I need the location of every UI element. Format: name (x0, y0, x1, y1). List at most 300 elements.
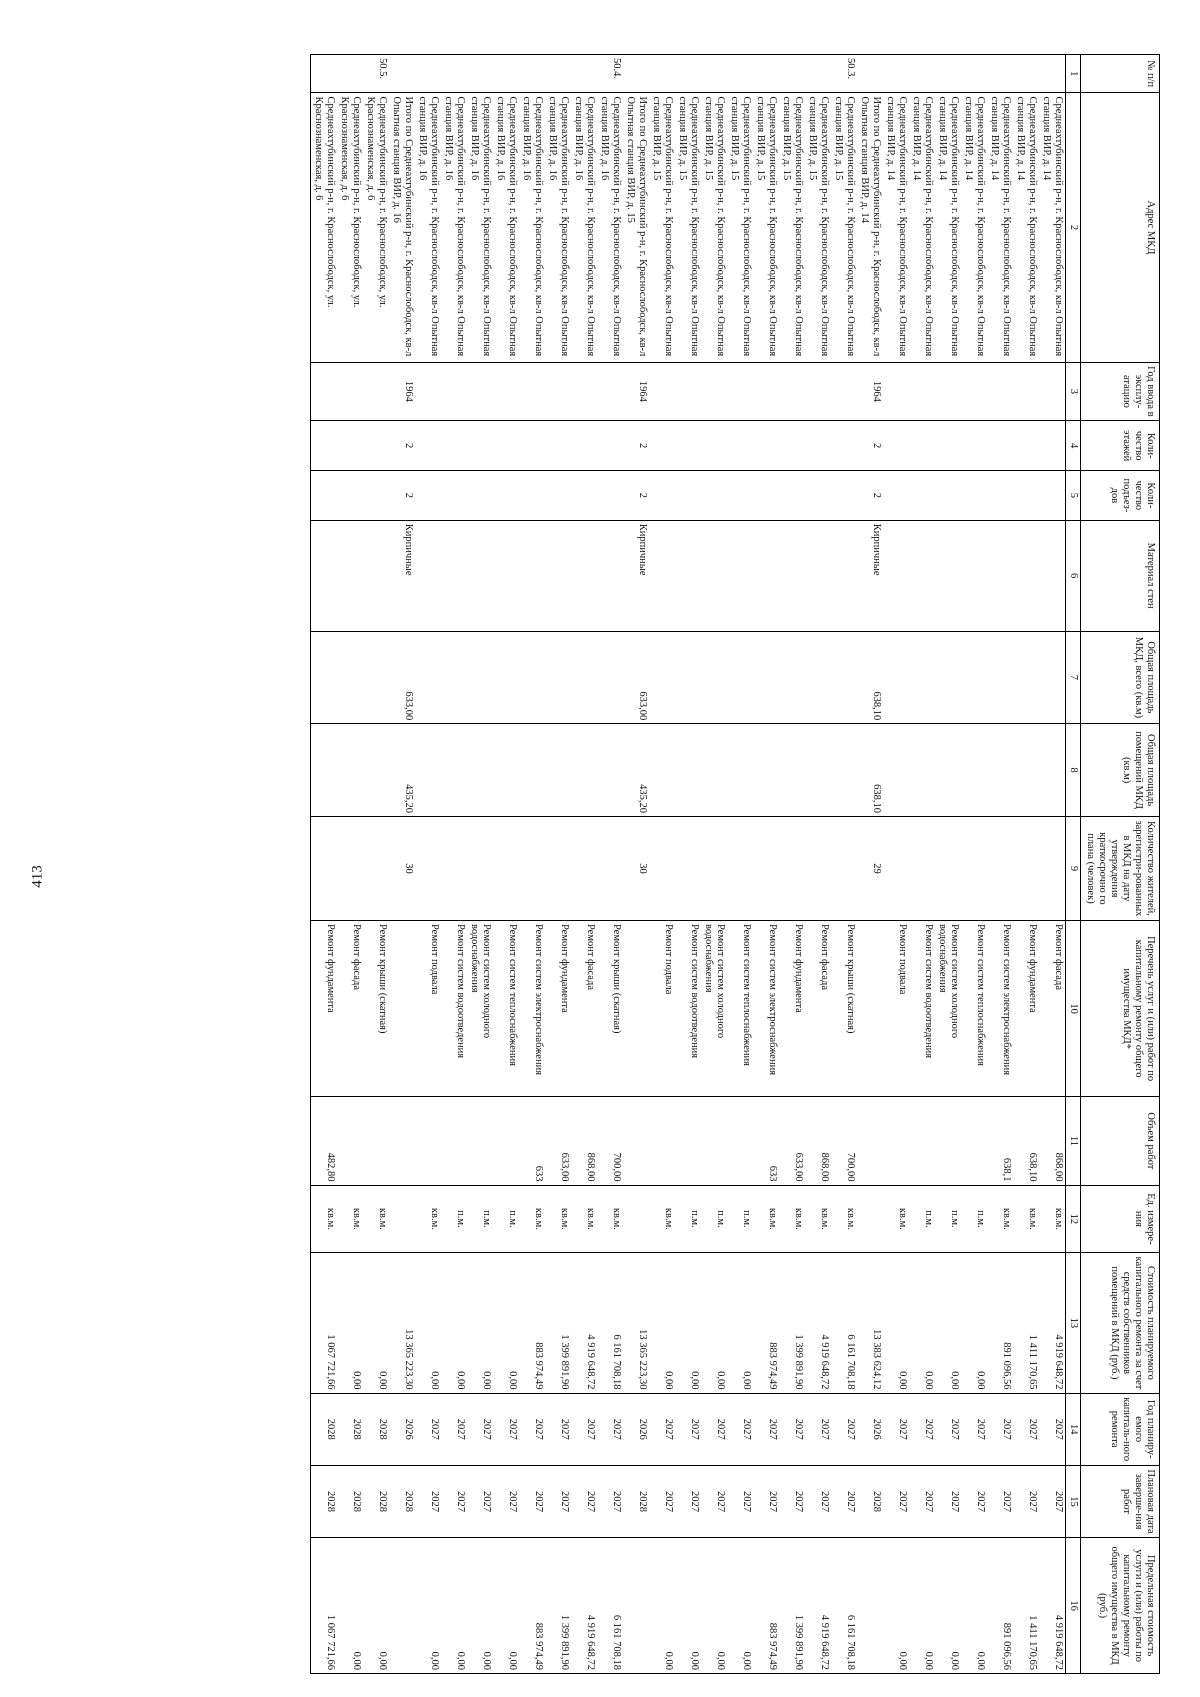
table-cell (597, 520, 623, 631)
table-cell (467, 631, 493, 724)
table-cell: Ремонт систем водоотведения (441, 920, 467, 1096)
table-cell: Итого по Среднеахтубинский р-н, г. Краснослободск, кв-л Опытная станция ВИР, д. 15 (623, 93, 649, 362)
table-cell (311, 421, 338, 471)
table-cell (883, 421, 909, 471)
table-cell: Ремонт крыши (скатная) (363, 920, 389, 1096)
table-row (545, 55, 571, 1674)
table-cell (701, 471, 727, 521)
column-number: 8 (1066, 724, 1081, 817)
table-cell: 2026 (857, 1393, 883, 1465)
table-cell: 1 399 891,90 (545, 1538, 571, 1674)
table-cell (415, 471, 441, 521)
table-cell: 1 399 891,90 (779, 1253, 805, 1393)
column-number: 3 (1066, 362, 1081, 421)
table-cell: Ремонт систем электроснабжения (519, 920, 545, 1096)
table-cell (1039, 816, 1066, 920)
table-cell: 2 (389, 471, 415, 521)
table-cell (493, 724, 519, 817)
table-cell (961, 421, 987, 471)
table-cell (753, 816, 779, 920)
table-cell: 883 974,49 (753, 1538, 779, 1674)
table-cell: 50.3. (831, 55, 857, 93)
table-cell (675, 724, 701, 817)
table-cell: 2 (623, 421, 649, 471)
table-cell: 2027 (987, 1393, 1013, 1465)
table-cell: 0,00 (675, 1538, 701, 1674)
table-cell: 2027 (493, 1465, 519, 1537)
column-number: 4 (1066, 421, 1081, 471)
table-cell: 2027 (571, 1465, 597, 1537)
header-row (1081, 55, 1160, 1674)
column-number-row (1066, 55, 1081, 1674)
column-number: 7 (1066, 631, 1081, 724)
table-cell: 700,00 (831, 1097, 857, 1185)
table-cell (805, 55, 831, 93)
table-cell (571, 362, 597, 421)
table-cell (467, 724, 493, 817)
table-cell: Ремонт систем водоотведения (675, 920, 701, 1096)
table-cell (883, 520, 909, 631)
table-cell: 638,10 (1013, 1097, 1039, 1185)
table-cell: 891 096,56 (987, 1538, 1013, 1674)
table-cell: 2027 (909, 1393, 935, 1465)
table-cell (311, 471, 338, 521)
table-cell (311, 362, 338, 421)
table-cell (779, 421, 805, 471)
table-cell: Среднеахтубинский р-н, г. Краснослободск, кв-л Опытная станция ВИР, д. 15 (753, 93, 779, 362)
table-cell (337, 724, 363, 817)
table-cell (935, 816, 961, 920)
table-cell: 2 (857, 421, 883, 471)
table-cell (779, 816, 805, 920)
table-cell (571, 724, 597, 817)
table-cell (519, 421, 545, 471)
column-number: 15 (1066, 1465, 1081, 1537)
table-row (311, 55, 338, 1674)
table-row (753, 55, 779, 1674)
table-cell: Ремонт систем теплоснабжения (727, 920, 753, 1096)
table-cell: 0,00 (649, 1253, 675, 1393)
table-cell: 2027 (935, 1465, 961, 1537)
table-cell (311, 55, 338, 93)
table-cell: 29 (857, 816, 883, 920)
table-cell (493, 362, 519, 421)
table-cell: 0,00 (701, 1253, 727, 1393)
table-cell (311, 724, 338, 817)
table-cell: кв.м. (649, 1185, 675, 1253)
table-cell (623, 1538, 649, 1674)
table-cell (545, 724, 571, 817)
table-cell (467, 55, 493, 93)
table-cell: 2027 (493, 1393, 519, 1465)
table-cell: 2028 (363, 1393, 389, 1465)
table-cell (519, 631, 545, 724)
table-cell (987, 631, 1013, 724)
table-cell: 0,00 (337, 1253, 363, 1393)
table-cell (623, 920, 649, 1096)
table-cell: кв.м. (311, 1185, 338, 1253)
table-row (675, 55, 701, 1674)
table-cell: 2027 (597, 1465, 623, 1537)
column-number: 6 (1066, 520, 1081, 631)
table-cell (857, 1538, 883, 1674)
table-body (311, 55, 1066, 1674)
table-cell (597, 724, 623, 817)
column-header: Ед. измере-ния (1081, 1185, 1160, 1253)
table-cell: 4 919 648,72 (805, 1538, 831, 1674)
table-cell: 0,00 (727, 1538, 753, 1674)
table-cell (363, 631, 389, 724)
table-cell: 4 919 648,72 (805, 1253, 831, 1393)
table-cell: 1 411 170,65 (1013, 1538, 1039, 1674)
table-cell (935, 1097, 961, 1185)
table-cell (311, 520, 338, 631)
table-cell (467, 421, 493, 471)
table-cell (337, 55, 363, 93)
table-cell (909, 724, 935, 817)
table-cell: Среднеахтубинский р-н, г. Краснослободск, кв-л Опытная станция ВИР, д. 14 (1013, 93, 1039, 362)
table-cell (987, 55, 1013, 93)
column-header: Год планиру-емого капиталь-ного ремонта (1081, 1393, 1160, 1465)
table-cell (779, 362, 805, 421)
table-cell: п.м. (493, 1185, 519, 1253)
table-cell (831, 471, 857, 521)
table-cell: 2027 (701, 1465, 727, 1537)
table-cell: Среднеахтубинский р-н, г. Краснослободск, кв-л Опытная станция ВИР, д. 15 (701, 93, 727, 362)
table-cell: 0,00 (493, 1538, 519, 1674)
table-cell: 0,00 (909, 1538, 935, 1674)
table-cell: п.м. (701, 1185, 727, 1253)
table-cell (935, 471, 961, 521)
table-cell: п.м. (909, 1185, 935, 1253)
table-cell (1039, 421, 1066, 471)
table-cell (571, 421, 597, 471)
table-cell: Среднеахтубинский р-н, г. Краснослободск, кв-л Опытная станция ВИР, д. 14 (1039, 93, 1066, 362)
table-cell: кв.м. (779, 1185, 805, 1253)
table-cell: 6 161 708,18 (597, 1538, 623, 1674)
table-cell: Среднеахтубинский р-н, г. Краснослободск, кв-л Опытная станция ВИР, д. 16 (467, 93, 493, 362)
table-cell (415, 816, 441, 920)
table-cell: Ремонт фундамента (779, 920, 805, 1096)
table-cell: 2027 (441, 1465, 467, 1537)
table-cell (441, 471, 467, 521)
table-cell: 0,00 (337, 1538, 363, 1674)
table-cell: 2027 (467, 1465, 493, 1537)
table-cell (883, 471, 909, 521)
table-cell: 2027 (545, 1465, 571, 1537)
table-cell (727, 421, 753, 471)
table-cell: 30 (623, 816, 649, 920)
table-cell: 883 974,49 (519, 1253, 545, 1393)
table-cell: 0,00 (649, 1538, 675, 1674)
table-cell (545, 55, 571, 93)
table-cell (337, 631, 363, 724)
table-cell: 0,00 (935, 1253, 961, 1393)
table-cell (467, 471, 493, 521)
table-cell: 4 919 648,72 (571, 1253, 597, 1393)
table-cell: Среднеахтубинский р-н, г. Краснослободск, кв-л Опытная станция ВИР, д. 15 (831, 93, 857, 362)
column-number: 11 (1066, 1097, 1081, 1185)
table-cell: Среднеахтубинский р-н, г. Краснослободск, кв-л Опытная станция ВИР, д. 15 (675, 93, 701, 362)
table-cell (805, 816, 831, 920)
table-cell: 2027 (909, 1465, 935, 1537)
table-cell: 2027 (727, 1465, 753, 1537)
table-cell (779, 631, 805, 724)
table-cell (961, 724, 987, 817)
table-cell (1013, 362, 1039, 421)
table-cell: 2026 (389, 1393, 415, 1465)
table-cell (493, 1097, 519, 1185)
table-cell (753, 471, 779, 521)
table-cell: 2027 (805, 1393, 831, 1465)
table-cell: 435,20 (623, 724, 649, 817)
table-cell (675, 471, 701, 521)
table-cell (415, 362, 441, 421)
table-cell: 435,20 (389, 724, 415, 817)
table-cell: Ремонт систем холодного водоснабжения (935, 920, 961, 1096)
table-row (441, 55, 467, 1674)
table-cell (441, 520, 467, 631)
table-cell (545, 421, 571, 471)
table-cell: 0,00 (727, 1253, 753, 1393)
table-cell (571, 631, 597, 724)
table-cell (519, 362, 545, 421)
table-cell (727, 55, 753, 93)
table-cell: 1964 (389, 362, 415, 421)
table-cell (701, 55, 727, 93)
column-header: Общая площадь помещений МКД (кв.м) (1081, 724, 1160, 817)
table-cell: Итого по Среднеахтубинский р-н, г. Краснослободск, кв-л Опытная станция ВИР, д. 16 (389, 93, 415, 362)
table-cell: Ремонт фундамента (311, 920, 338, 1096)
table-row (701, 55, 727, 1674)
table-row (1013, 55, 1039, 1674)
table-cell: Ремонт систем теплоснабжения (493, 920, 519, 1096)
table-cell: 633,00 (623, 631, 649, 724)
table-cell: 0,00 (467, 1253, 493, 1393)
table-cell (623, 1185, 649, 1253)
table-cell (831, 421, 857, 471)
table-cell (519, 520, 545, 631)
table-cell: 2027 (779, 1465, 805, 1537)
table-cell (649, 816, 675, 920)
table-cell: 2027 (519, 1393, 545, 1465)
table-cell (857, 55, 883, 93)
table-cell (389, 55, 415, 93)
table-cell (701, 816, 727, 920)
table-cell (805, 724, 831, 817)
table-cell (597, 816, 623, 920)
table-cell (987, 362, 1013, 421)
table-cell: 2028 (337, 1393, 363, 1465)
table-cell (467, 1097, 493, 1185)
table-cell (779, 55, 805, 93)
table-cell: 638,1 (987, 1097, 1013, 1185)
table-row (935, 55, 961, 1674)
table-cell: 2027 (779, 1393, 805, 1465)
table-cell (753, 724, 779, 817)
table-cell (1013, 520, 1039, 631)
table-cell (701, 520, 727, 631)
table-cell: Кирпичные (623, 520, 649, 631)
table-cell: 2028 (623, 1465, 649, 1537)
table-cell: 0,00 (363, 1538, 389, 1674)
table-cell (1039, 362, 1066, 421)
table-cell: 633,00 (389, 631, 415, 724)
capital-repair-table (310, 54, 1160, 1674)
table-cell (467, 816, 493, 920)
table-cell (1013, 724, 1039, 817)
table-cell: 638,10 (857, 631, 883, 724)
column-number: 5 (1066, 471, 1081, 521)
table-cell: 2027 (467, 1393, 493, 1465)
table-cell (441, 362, 467, 421)
table-cell (805, 520, 831, 631)
table-cell: 2 (389, 421, 415, 471)
page-number: 413 (29, 865, 46, 888)
table-cell: Ремонт фасада (805, 920, 831, 1096)
table-cell: 0,00 (493, 1253, 519, 1393)
column-number: 16 (1066, 1538, 1081, 1674)
table-cell: Среднеахтубинский р-н, г. Краснослободск, кв-л Опытная станция ВИР, д. 16 (493, 93, 519, 362)
table-cell: 2027 (571, 1393, 597, 1465)
table-row (467, 55, 493, 1674)
table-cell (961, 520, 987, 631)
table-cell (909, 55, 935, 93)
table-cell (337, 816, 363, 920)
table-cell: 2028 (311, 1393, 338, 1465)
table-row (415, 55, 441, 1674)
table-row (831, 55, 857, 1674)
table-cell (961, 55, 987, 93)
table-cell (701, 724, 727, 817)
table-cell (441, 421, 467, 471)
table-cell: 2027 (415, 1465, 441, 1537)
table-cell (727, 724, 753, 817)
table-cell: 0,00 (909, 1253, 935, 1393)
table-cell (623, 1097, 649, 1185)
table-cell: 2028 (311, 1465, 338, 1537)
table-cell: 2027 (701, 1393, 727, 1465)
table-cell: 0,00 (675, 1253, 701, 1393)
table-cell (493, 816, 519, 920)
column-header: Стоимость планируемого капитального ремонта за счет средств собственников помещений в МКД (руб.) (1081, 1253, 1160, 1393)
table-cell (961, 362, 987, 421)
table-cell (597, 421, 623, 471)
table-cell (675, 421, 701, 471)
table-cell (675, 55, 701, 93)
table-cell: Среднеахтубинский р-н, г. Краснослободск, кв-л Опытная станция ВИР, д. 14 (961, 93, 987, 362)
table-cell (987, 816, 1013, 920)
table-cell (649, 631, 675, 724)
table-cell (831, 724, 857, 817)
table-cell: Среднеахтубинский р-н, г. Краснослободск, кв-л Опытная станция ВИР, д. 16 (545, 93, 571, 362)
table-cell (779, 471, 805, 521)
table-cell (363, 724, 389, 817)
table-cell: 700,00 (597, 1097, 623, 1185)
table-cell (441, 55, 467, 93)
table-cell: п.м. (961, 1185, 987, 1253)
table-cell (493, 520, 519, 631)
table-cell: 2028 (389, 1465, 415, 1537)
table-cell (779, 520, 805, 631)
table-cell: 633,00 (779, 1097, 805, 1185)
table-cell (857, 1185, 883, 1253)
table-cell (883, 724, 909, 817)
table-cell (467, 362, 493, 421)
table-row (727, 55, 753, 1674)
table-cell: 2027 (753, 1393, 779, 1465)
table-cell: кв.м. (883, 1185, 909, 1253)
table-cell (1013, 471, 1039, 521)
table-cell (675, 816, 701, 920)
table-cell (519, 724, 545, 817)
table-row (987, 55, 1013, 1674)
table-cell: 2 (857, 471, 883, 521)
table-cell (1013, 55, 1039, 93)
table-cell (389, 1185, 415, 1253)
table-header (1066, 55, 1160, 1674)
table-cell (1013, 816, 1039, 920)
table-cell: 482,80 (311, 1097, 338, 1185)
table-cell (779, 724, 805, 817)
table-cell: 2026 (623, 1393, 649, 1465)
table-cell (831, 631, 857, 724)
table-cell: 1 067 721,66 (311, 1538, 338, 1674)
table-cell: 2027 (1039, 1465, 1066, 1537)
table-row (389, 55, 415, 1674)
table-cell: Ремонт систем водоотведения (909, 920, 935, 1096)
table-cell: п.м. (675, 1185, 701, 1253)
table-cell: Среднеахтубинский р-н, г. Краснослободск, ул. Краснознаменская, д. 6 (311, 93, 338, 362)
table-cell (597, 631, 623, 724)
table-cell (987, 520, 1013, 631)
table-cell: 13 365 223,30 (623, 1253, 649, 1393)
table-row (493, 55, 519, 1674)
table-cell (415, 724, 441, 817)
table-cell: 2027 (519, 1465, 545, 1537)
table-row (883, 55, 909, 1674)
table-cell (805, 631, 831, 724)
column-header: Материал стен (1081, 520, 1160, 631)
table-cell (597, 362, 623, 421)
rotated-page (50, 54, 1160, 1674)
table-cell (467, 520, 493, 631)
table-cell (571, 471, 597, 521)
table-cell: 2 (623, 471, 649, 521)
table-cell (675, 362, 701, 421)
table-cell (857, 920, 883, 1096)
table-cell (727, 471, 753, 521)
table-cell (961, 631, 987, 724)
table-cell: Среднеахтубинский р-н, г. Краснослободск, кв-л Опытная станция ВИР, д. 15 (805, 93, 831, 362)
table-cell: 638,10 (857, 724, 883, 817)
table-cell: кв.м. (753, 1185, 779, 1253)
table-cell: 4 919 648,72 (1039, 1253, 1066, 1393)
table-cell (701, 421, 727, 471)
table-cell: 0,00 (701, 1538, 727, 1674)
table-cell (415, 631, 441, 724)
table-cell: 2028 (337, 1465, 363, 1537)
table-cell (571, 520, 597, 631)
table-cell (935, 55, 961, 93)
table-cell (961, 471, 987, 521)
table-cell: Среднеахтубинский р-н, г. Краснослободск, кв-л Опытная станция ВИР, д. 15 (727, 93, 753, 362)
table-row (519, 55, 545, 1674)
table-row (805, 55, 831, 1674)
table-cell (727, 631, 753, 724)
table-cell (415, 520, 441, 631)
table-cell: 6 161 708,18 (831, 1253, 857, 1393)
